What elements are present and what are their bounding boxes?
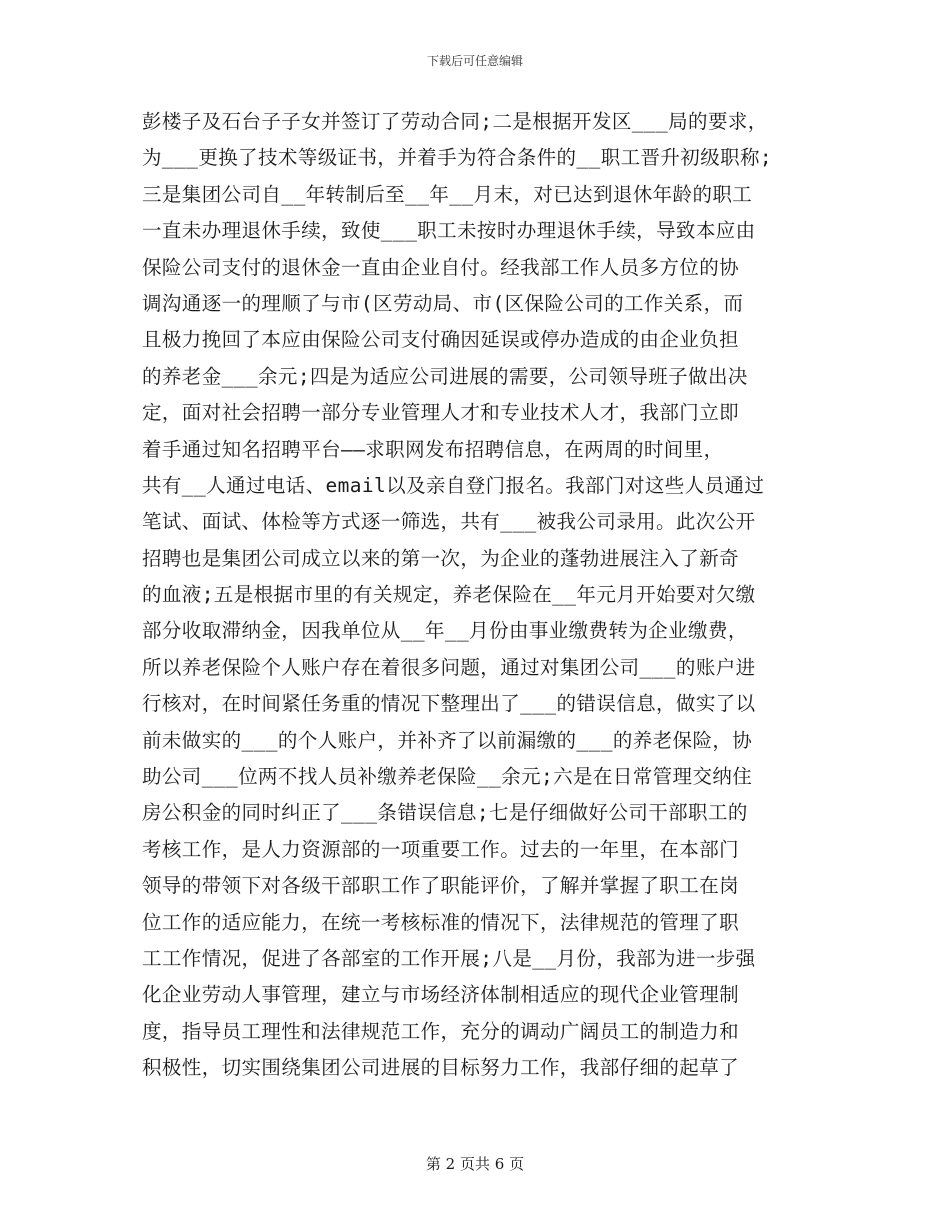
- text-line: 化企业劳动人事管理，建立与市场经济体制相适应的现代企业管理制: [142, 983, 740, 1007]
- text-line: 的血液;五是根据市里的有关规定，养老保险在__年元月开始要对欠缴: [142, 583, 756, 607]
- text-line: 共有__人通过电话、email以及亲自登门报名。我部门对这些人员通过: [142, 473, 765, 497]
- text-line: 考核工作，是人力资源部的一项重要工作。过去的一年里，在本部门: [142, 837, 740, 861]
- text-line: 定，面对社会招聘一部分专业管理人才和专业技术人才，我部门立即: [142, 401, 740, 425]
- text-line: 彭楼子及石台子子女并签订了劳动合同;二是根据开发区___局的要求，: [142, 110, 768, 133]
- text-line: 的养老金___余元;四是为适应公司进展的需要，公司领导班子做出决: [142, 364, 748, 388]
- text-line: 笔试、面试、体检等方式逐一筛选，共有___被我公司录用。此次公开: [142, 510, 756, 534]
- text-line: 度，指导员工理性和法律规范工作，充分的调动广阔员工的制造力和: [142, 1019, 740, 1043]
- text-line: 一直未办理退休手续，致使___职工未按时办理退休手续，导致本应由: [142, 219, 756, 243]
- text-line: 为___更换了技术等级证书，并着手为符合条件的__职工晋升初级职称;: [142, 146, 773, 170]
- text-line: 招聘也是集团公司成立以来的第一次，为企业的蓬勃进展注入了新奇: [142, 546, 740, 570]
- body-text: [142, 104, 822, 1087]
- text-line: 且极力挽回了本应由保险公司支付确因延误或停办造成的由企业负担: [142, 328, 740, 352]
- text-line: 部分收取滞纳金，因我单位从__年__月份由事业缴费转为企业缴费，: [142, 619, 748, 643]
- text-line: 保险公司支付的退休金一直由企业自付。经我部工作人员多方位的协: [142, 255, 740, 279]
- text-line: 行核对，在时间紧任务重的情况下整理出了___的错误信息，做实了以: [142, 692, 756, 716]
- text-line: 位工作的适应能力，在统一考核标准的情况下，法律规范的管理了职: [142, 910, 740, 934]
- text-line: 调沟通逐一的理顺了与市(区劳动局、市(区保险公司的工作关系，而: [142, 291, 744, 315]
- text-line: 前未做实的___的个人账户，并补齐了以前漏缴的___的养老保险，协: [142, 728, 753, 752]
- text-line: 三是集团公司自__年转制后至__年__月末，对已达到退休年龄的职工: [142, 182, 753, 206]
- text-line: 工工作情况，促进了各部室的工作开展;八是__月份，我部为进一步强: [142, 946, 756, 970]
- text-line: 领导的带领下对各级干部职工作了职能评价，了解并掌握了职工在岗: [142, 874, 740, 898]
- text-line: 着手通过知名招聘平台——求职网发布招聘信息，在两周的时间里，: [142, 437, 724, 461]
- text-line: 助公司___位两不找人员补缴养老保险__余元;六是在日常管理交纳住: [142, 765, 753, 789]
- text-line: 所以养老保险个人账户存在着很多问题，通过对集团公司___的账户进: [142, 655, 756, 679]
- text-line: 房公积金的同时纠正了___条错误信息;七是仔细做好公司干部职工的: [142, 801, 748, 825]
- text-line: 积极性，切实围绕集团公司进展的目标努力工作，我部仔细的起草了: [142, 1056, 740, 1080]
- page-footer: 第 2 页共 6 页: [425, 1155, 525, 1173]
- page-header: 下载后可任意编辑: [426, 54, 523, 68]
